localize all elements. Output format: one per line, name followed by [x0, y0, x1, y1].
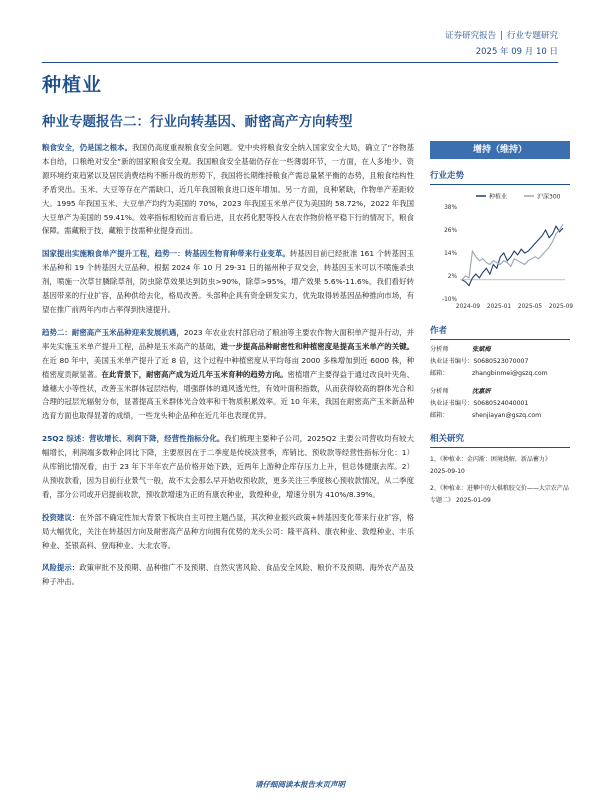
paragraph-lead: 国家提出实施粮食单产提升工程，趋势一：转基因生物育种带来行业变革。 [42, 249, 290, 259]
report-date: 2025 年 09 月 10 日 [475, 47, 558, 57]
trend-chart-svg [430, 189, 574, 314]
report-category: 行业专题研究 [506, 31, 558, 41]
author-role: 分析师 [430, 346, 449, 353]
y-tick-label: 2% [447, 274, 457, 280]
report-type: 证券研究报告 [445, 31, 497, 41]
author-email[interactable]: zhangbinmei@gszq.com [472, 370, 548, 377]
paragraph-highlight: 进一步提高品种耐密性和种植密度是提高玉米单产的关键。 [220, 341, 414, 351]
related-date: 2025-01-09 [455, 496, 491, 504]
authors-list [430, 344, 570, 422]
y-tick-label: 38% [444, 205, 457, 211]
paragraph-investment-advice [42, 511, 414, 553]
author-role: 分析师 [430, 388, 449, 395]
email-label: 邮箱： [430, 370, 449, 377]
y-tick-label: 14% [444, 251, 457, 257]
authors-section-title: 作者 [430, 324, 570, 340]
main-body [42, 141, 414, 598]
author-entry [430, 386, 570, 422]
email-label: 邮箱： [430, 412, 449, 419]
paragraph-lead: 趋势二：耐密高产玉米品种迎来发展机遇， [42, 327, 184, 337]
related-item[interactable] [430, 483, 570, 506]
paragraph-25q2-review [42, 432, 414, 502]
y-tick-label: -10% [442, 297, 457, 303]
trend-section-title: 行业走势 [430, 169, 570, 185]
related-list [430, 454, 570, 506]
sidebar [430, 141, 574, 512]
paragraph-body: 在外部不确定性加大背景下板块自主可控主题凸显，其次种业振兴政策+转基因变化带来行业扩容，格局大幅优化，关注在转基因方向及耐密高产品种方向拥有优势的龙头公司：隆平高科、康农种业、敦煌种业、丰乐种业、荃银高科、登海种业、大北农等。 [42, 512, 414, 550]
author-name: 沈嘉妍 [472, 388, 491, 395]
footer-disclaimer: 请仔细阅读本报告末页声明 [255, 780, 345, 789]
x-tick-label: 2024-09 [455, 304, 481, 310]
paragraph-body: 转基因目前已经批准 161 个转基因玉米品种和 19 个转基因大豆品种。根据 2024 年 10 月 29-31 日的福州种子双交会，转基因玉米可以不喷施杀虫剂，喷施一次草甘膦除草剂，防虫除草效果达到防虫>90%，除草>95%，增产效果 5.6%-11.6%。我们看好转基因带来的行业扩容，品种供给去化，格局改善。头部种企具有资金研发实力，优先取得转基因品种推向市场，有望在推广前两年内市占率得到快速提升。 [42, 249, 414, 314]
author-email-row [430, 410, 570, 422]
cert-label: 执业证书编号： [430, 358, 474, 365]
series-line [462, 224, 563, 279]
paragraph-body: 在近 80 年中，美国玉米单产提升了近 8 倍，这个过程中种植密度从平均每亩 2000 多株增加到近 6000 株，种植密度贡献显著。 [42, 355, 414, 379]
paragraph-body: 我国仍高度重视粮食安全问题。党中央将粮食安全纳入国家安全大局，确立了“谷物基本自给，口粮绝对安全”新的国家粮食安全观。我国粮食安全基础仍存在一些薄弱环节，一方面，在人多地少、资源环境约束趋紧以及居民消费结构不断升级的形势下，我国将长期维持粮食产需总量紧平衡的态势，且粮食结构性矛盾突出。玉米、大豆等存在产需缺口，近几年我国粮食进口逐年增加。另一方面，良种紧缺，作物单产差距较大。1995 年我国玉米、大豆单产均约为美国的 70%，2023 年我国玉米单产仅为美国的 58.72%，2022 年我国大豆单产为美国的 59.41%。效率指标相较而言看后进，且农药化肥等投入在农作物价格平稳下行的情况下，粮食保障。需藏粮于技，藏粮于技需种业提身而出。 [42, 143, 414, 236]
author-name: 张斌梅 [472, 346, 491, 353]
related-text: 1、《种植业：金闪渐：困境烧解，新品蓄力》 [430, 456, 551, 463]
y-tick-label: 26% [444, 228, 457, 234]
author-cert-row [430, 398, 570, 410]
paragraph-risk [42, 561, 414, 589]
author-email[interactable]: shenjiayan@gszq.com [472, 412, 542, 419]
series-line [462, 226, 563, 285]
paragraph-lead: 25Q2 综述：营收增长、利润下降，经营性指标分化。 [42, 434, 225, 444]
author-email-row [430, 368, 570, 380]
x-tick-label: 2025-01 [486, 304, 512, 310]
legend-label: 沪深300 [537, 193, 561, 201]
sector-title: 种植业 [42, 74, 103, 96]
paragraph-body: 密植增产主要得益于通过改良叶夹角、雄穗大小等性状，改善玉米群体冠层结构，增强群体的通风透光性，有效叶面积指数，从而获得较高的群体光合和合理的冠层光辐射分布，显著提高玉米群体光合效率和干物质积累效率。近 10 年来，我国在耐密高产玉米新品种选育方面也取得显著的成绩，一些龙头种企品种在近几年也表现优异。 [42, 369, 414, 421]
header-meta [445, 28, 558, 60]
author-name-row [430, 386, 570, 398]
trend-chart [430, 189, 574, 314]
report-title: 种业专题报告二：行业向转基因、耐密高产方向转型 [42, 114, 353, 130]
paragraph-body: 我们梳理主要种子公司，2025Q2 主要公司营收均有较大幅增长，利润端多数种企同比下降，主要原因在于二季度是传统淡营季，库销比、预收款等经营性指标分化：1）从库销比情况看，由于 23 年下半年农产品价格开始下跌，近两年上游种企库存压力上升，但总体健康去库。2）从预收款看，因为目前行业景气一般，故不太会那么早开始收预收款，更多关注三季度核心预收款情况，从二季度看，部分公司或开启提前收款，预收款增速为正的有康农种业，敦煌种业，增速分别为 410%/8.39%。 [42, 434, 414, 499]
paragraph-dense-planting [42, 326, 414, 423]
related-date: 2025-09-10 [430, 467, 465, 475]
header-divider [42, 62, 558, 63]
author-name-row [430, 344, 570, 356]
paragraph-food-security [42, 141, 414, 238]
rating-badge: 增持（维持） [430, 141, 570, 159]
related-text: 2、《种植业：进攀中的大棋粮胶交价——大宗农产品专题二》 [430, 485, 569, 504]
related-section-title: 相关研究 [430, 432, 570, 448]
author-cert: S0680523070007 [473, 358, 529, 365]
paragraph-lead: 粮食安全，仍是国之根本。 [42, 143, 133, 152]
cert-label: 执业证书编号： [430, 400, 474, 407]
author-entry [430, 344, 570, 380]
author-cert-row [430, 356, 570, 368]
x-tick-label: 2025-05 [517, 304, 543, 310]
paragraph-lead: 风险提示： [42, 563, 80, 573]
related-item[interactable] [430, 454, 570, 477]
author-cert: S0680524040001 [473, 400, 529, 407]
header-separator: | [500, 31, 503, 41]
paragraph-body: 2023 年农业农村部启动了粮油等主要农作物大面积单产提升行动，并率先实施玉米单产提升工程，品种是玉米高产的基础， [42, 327, 414, 351]
paragraph-body: 政策审批不及预期、品种推广不及预期、自然灾害风险、食品安全风险、粮价不及预期、海外农产品及种子冲击。 [42, 563, 414, 587]
paragraph-lead: 投资建议： [42, 512, 80, 522]
x-tick-label: 2025-09 [548, 304, 574, 310]
legend-label: 种植业 [489, 193, 508, 201]
paragraph-gmo-trend [42, 247, 414, 317]
paragraph-highlight: 在此背景下，耐密高产成为近几年玉米育种的趋势方向。 [101, 369, 288, 379]
